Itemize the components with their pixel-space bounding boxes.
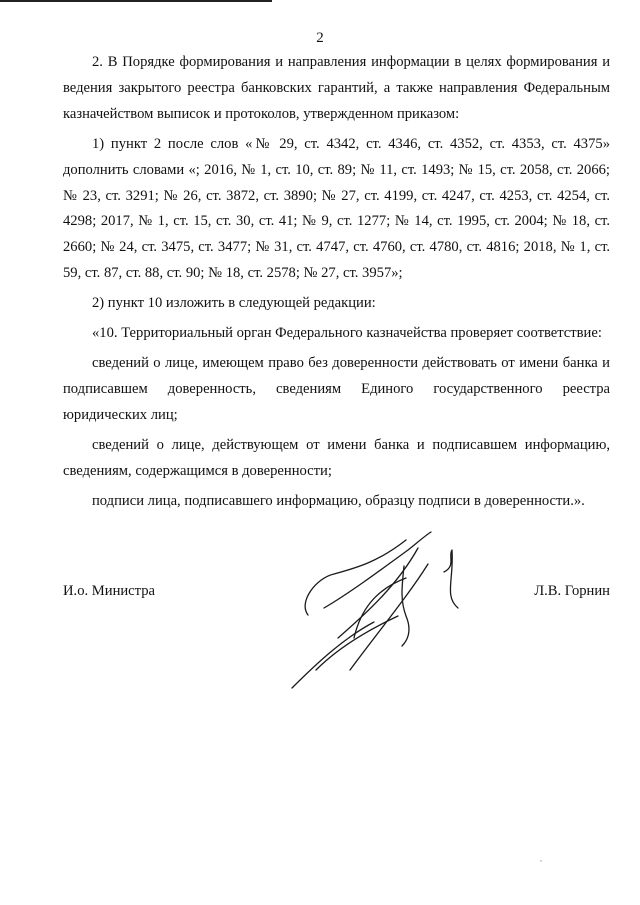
paragraph-check-1: сведений о лице, имеющем право без доверенности действовать от имени банка и подписавшем доверенность, сведениям Единого государственного реестра юридических лиц;: [63, 354, 610, 423]
paragraph-subitem-2: 2) пункт 10 изложить в следующей редакции:: [92, 295, 376, 312]
top-rule: [0, 0, 272, 2]
handwritten-signature-icon: [278, 520, 478, 695]
paragraph-point-10: «10. Территориальный орган Федерального казначейства проверяет соответствие:: [92, 325, 602, 342]
paragraph-check-2: сведений о лице, действующем от имени банка и подписавшем информацию, сведениям, содержащимся в доверенности;: [63, 436, 610, 479]
scan-speck: [540, 860, 542, 862]
paragraph-item-2: 2. В Порядке формирования и направления информации в целях формирования и ведения закрытого реестра банковских гарантий, а также направления Федеральным казначейством выписок и протоколов, утвержденном приказом:: [63, 54, 610, 122]
signer-title: И.о. Министра: [63, 583, 155, 599]
page-number: 2: [316, 30, 324, 46]
signer-name: Л.В. Горнин: [534, 583, 610, 599]
paragraph-check-3: подписи лица, подписавшего информацию, образцу подписи в доверенности.».: [92, 492, 585, 509]
document-body: [63, 50, 610, 518]
paragraph-subitem-1: 1) пункт 2 после слов «№ 29, ст. 4342, ст. 4346, ст. 4352, ст. 4353, ст. 4375» дополнить словами «; 2016, № 1, ст. 10, ст. 89; № 11, ст. 1493; № 15, ст. 2058, ст. 2066; № 23, ст. 3291; № 26, ст. 3872, ст. 3890; № 27, ст. 4199, ст. 4247, ст. 4253, ст. 4254, ст. 4298; 2017, № 1, ст. 15, ст. 30, ст. 41; № 9, ст. 1277; № 14, ст. 1995, ст. 2004; № 18, ст. 2660; № 24, ст. 3475, ст. 3477; № 31, ст. 4747, ст. 4760, ст. 4780, ст. 4816; 2018, № 1, ст. 59, ст. 87, ст. 88, ст. 90; № 18, ст. 2578; № 27, ст. 3957»;: [63, 135, 610, 282]
